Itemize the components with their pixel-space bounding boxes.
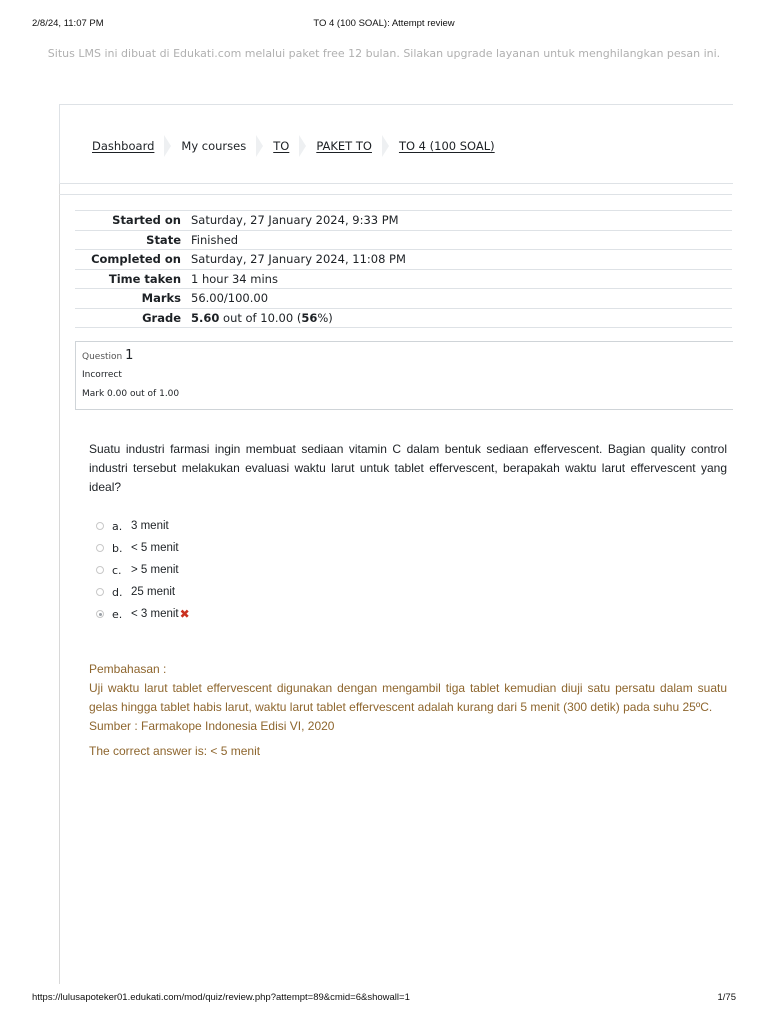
summary-value: 56.00/100.00 — [191, 291, 269, 306]
option-text: 25 menit — [131, 586, 176, 598]
summary-row-time-taken — [75, 269, 732, 289]
summary-row-state — [75, 230, 732, 250]
answer-option-a[interactable] — [96, 515, 190, 537]
option-letter: a. — [112, 519, 123, 533]
summary-row-grade — [75, 308, 732, 328]
grade-suffix: %) — [317, 310, 333, 325]
print-url: https://lulusapoteker01.edukati.com/mod/quiz/review.php?attempt=89&cmid=6&showall=1 — [32, 992, 410, 1003]
radio-button[interactable] — [96, 588, 104, 596]
breadcrumb-separator-icon — [256, 135, 263, 157]
summary-label: State — [146, 232, 181, 247]
option-text: 3 menit — [131, 520, 169, 532]
summary-label: Time taken — [108, 271, 181, 286]
print-datetime: 2/8/24, 11:07 PM — [32, 18, 104, 29]
summary-row-started — [75, 211, 732, 231]
grade-score: 5.60 — [191, 310, 220, 325]
question-prefix: Question — [82, 352, 123, 362]
answer-option-d[interactable] — [96, 581, 190, 603]
summary-value: Saturday, 27 January 2024, 9:33 PM — [191, 213, 399, 228]
radio-button[interactable] — [96, 544, 104, 552]
breadcrumb-paket-to[interactable]: PAKET TO — [316, 139, 372, 153]
question-number — [82, 348, 133, 363]
answer-option-e[interactable] — [96, 603, 190, 625]
grade-percent: 56 — [301, 310, 318, 325]
breadcrumb-separator-icon — [299, 135, 306, 157]
answer-option-c[interactable] — [96, 559, 190, 581]
option-letter: c. — [112, 563, 122, 577]
print-page-number: 1/75 — [717, 992, 736, 1003]
breadcrumb-separator-icon — [164, 135, 171, 157]
summary-label: Completed on — [91, 252, 181, 267]
breadcrumb-my-courses: My courses — [181, 139, 247, 153]
option-letter: b. — [112, 541, 123, 555]
summary-grade-value — [187, 308, 732, 328]
summary-value: Saturday, 27 January 2024, 11:08 PM — [191, 252, 406, 267]
option-letter: e. — [112, 607, 123, 621]
summary-value: 1 hour 34 mins — [191, 271, 278, 286]
question-state: Incorrect — [82, 370, 122, 380]
content-divider — [59, 194, 732, 195]
option-text: < 5 menit — [131, 542, 179, 554]
summary-value: Finished — [191, 232, 239, 247]
breadcrumb-separator-icon — [382, 135, 389, 157]
summary-row-marks — [75, 289, 732, 309]
feedback-section — [89, 660, 727, 761]
option-letter: d. — [112, 585, 123, 599]
lms-notice-banner: Situs LMS ini dibuat di Edukati.com melalui paket free 12 bulan. Silakan upgrade layanan untuk menghilangkan pesan ini. — [47, 47, 721, 60]
print-header — [32, 18, 736, 32]
summary-label: Started on — [112, 213, 181, 228]
feedback-heading: Pembahasan : — [89, 662, 167, 676]
print-title: TO 4 (100 SOAL): Attempt review — [313, 18, 455, 29]
answer-option-b[interactable] — [96, 537, 190, 559]
radio-button-selected[interactable] — [96, 610, 104, 618]
answer-options — [96, 515, 190, 625]
summary-label: Grade — [142, 310, 181, 325]
option-text: > 5 menit — [131, 564, 179, 576]
radio-button[interactable] — [96, 522, 104, 530]
breadcrumb — [92, 135, 495, 157]
question-info-box — [75, 341, 733, 410]
grade-out-of: out of 10.00 ( — [223, 310, 302, 325]
breadcrumb-quiz[interactable]: TO 4 (100 SOAL) — [398, 139, 495, 153]
print-footer — [32, 992, 736, 1006]
feedback-body: Uji waktu larut tablet effervescent digunakan dengan mengambil tiga tablet kemudian diuji satu persatu dalam suatu gelas hingga tablet habis larut, waktu larut tablet effervescent adalah kurang dari 5 menit (300 detik) pada suhu 25ºC. — [89, 681, 727, 714]
breadcrumb-to[interactable]: TO — [273, 139, 290, 153]
breadcrumb-bar — [59, 104, 733, 184]
question-mark: Mark 0.00 out of 1.00 — [82, 389, 180, 399]
radio-button[interactable] — [96, 566, 104, 574]
correct-answer: The correct answer is: < 5 menit — [89, 744, 261, 758]
option-text: < 3 menit — [131, 608, 179, 620]
breadcrumb-dashboard[interactable]: Dashboard — [92, 139, 155, 153]
summary-label: Marks — [141, 291, 181, 306]
summary-row-completed — [75, 250, 732, 270]
incorrect-icon: ✖ — [179, 607, 190, 621]
attempt-summary-table — [75, 210, 732, 328]
feedback-source: Sumber : Farmakope Indonesia Edisi VI, 2020 — [89, 719, 335, 733]
question-text: Suatu industri farmasi ingin membuat sediaan vitamin C dalam bentuk sediaan effervescent. Bagian quality control industri tersebut melakukan evaluasi waktu larut untuk tablet effervescent, berapakah waktu larut effervescent yang ideal? — [89, 442, 727, 494]
question-number-value: 1 — [125, 348, 134, 363]
